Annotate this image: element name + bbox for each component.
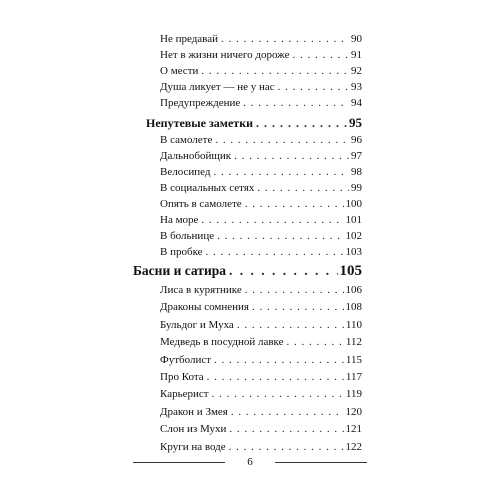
toc-entry [160,354,362,366]
toc-entry-title: Не предавай [160,33,218,46]
toc-entry-page: 100 [345,197,362,210]
toc-entry-title: Бульдог и Муха [160,318,234,331]
dot-leader [229,423,343,435]
toc-section-page: 95 [349,114,362,130]
toc-entry-page: 121 [345,423,362,436]
toc-entry-page: 117 [345,371,362,383]
toc-entry-title: Опять в самолете [160,197,242,210]
toc-entry-title: В больнице [160,229,215,242]
dot-leader [252,301,344,313]
toc-entry [160,371,362,383]
dot-leader [229,441,344,453]
toc-entry-page: 99 [351,181,362,194]
toc-entry-page: 119 [345,388,362,401]
dot-leader [245,198,344,210]
dot-leader [206,246,344,258]
toc-entry [160,198,362,210]
toc-entry [160,230,362,242]
dot-leader [207,371,344,383]
toc-entry-page: 122 [345,440,362,453]
toc-entry-page: 96 [351,133,362,146]
dot-leader [213,166,349,178]
toc-entry [160,166,362,178]
toc-entry-title: Дальнобойщик [160,149,232,162]
toc-entry [160,214,362,226]
toc-entry-title: О мести [160,65,199,77]
toc-entry-page: 102 [345,229,362,242]
toc-entry-title: В социальных сетях [160,181,255,194]
toc-entry [160,319,362,331]
dot-leader [214,354,344,366]
toc-entry-page: 98 [351,165,362,178]
toc-entry [160,301,362,313]
toc-entry [160,150,362,162]
toc-entry-title: Душа ликует — не у нас [160,80,275,93]
toc-entry [160,336,362,348]
footer-rule-left [133,462,225,463]
toc-entry-title: В самолете [160,133,213,146]
dot-leader [245,284,344,296]
toc-entry-page: 92 [351,65,362,77]
dot-leader [243,97,349,109]
dot-leader [201,214,343,226]
dot-leader [234,150,349,162]
toc-entry [160,406,362,418]
page-number: 6 [247,456,253,468]
toc-section-title: Непутевые заметки [146,115,254,130]
toc-entry-page: 91 [351,49,362,62]
toc-entry [160,284,362,296]
toc-entry-page: 93 [351,80,362,93]
toc-entry-page: 97 [351,149,362,162]
dot-leader [256,116,347,131]
toc-entry-page: 110 [345,318,362,331]
toc-entry-page: 115 [345,353,362,366]
toc-section-heading [146,115,362,131]
dot-leader [231,406,344,418]
toc-entry [160,49,362,61]
dot-leader [287,336,344,348]
dot-leader [257,182,349,194]
dot-leader [215,134,349,146]
toc-section-page: 105 [339,263,362,280]
toc-entry-title: На море [160,213,199,226]
dot-leader [201,65,349,77]
dot-leader [237,319,344,331]
toc-entry [160,65,362,77]
toc-entry [160,388,362,400]
toc-entry-title: В пробке [160,245,203,258]
toc-section-title: Басни и сатира [133,263,226,279]
toc-entry [160,423,362,435]
toc-entry-page: 94 [351,96,362,109]
dot-leader [212,388,344,400]
toc-entry-title: Предупреждение [160,96,241,109]
toc-entry-title: Нет в жизни ничего дороже [160,49,290,62]
toc-entry [160,81,362,93]
dot-leader [293,49,349,61]
toc-entry-title: Круги на воде [160,440,226,453]
toc-entry-page: 90 [351,33,362,46]
toc-entry-page: 106 [345,284,362,296]
toc-entry [160,441,362,453]
toc-entry-title: Карьерист [160,388,209,401]
toc-entry-page: 108 [345,301,362,314]
toc-entry-page: 112 [345,336,362,349]
toc-entry-title: Драконы сомнения [160,301,249,314]
toc-entry [160,182,362,194]
dot-leader [217,230,343,242]
toc-section-heading [133,263,362,280]
toc-entry-title: Про Кота [160,371,204,383]
toc-entry [160,33,362,45]
toc-entry [160,246,362,258]
toc-entry [160,134,362,146]
toc-entry-title: Футболист [160,353,212,366]
toc-entry-title: Лиса в курятнике [160,284,242,296]
dot-leader [278,81,349,93]
toc-entry-title: Велосипед [160,165,211,178]
toc-entry-title: Медведь в посудной лавке [160,336,284,349]
dot-leader [229,263,338,279]
toc-entry-page: 103 [345,245,362,258]
toc-entry-page: 120 [345,405,362,418]
toc-entry-title: Дракон и Змея [160,405,228,418]
toc-entry-title: Слон из Мухи [160,423,227,436]
dot-leader [221,33,349,45]
footer-rule-right [275,462,367,463]
toc-entry-page: 101 [345,213,362,226]
toc-entry [160,97,362,109]
